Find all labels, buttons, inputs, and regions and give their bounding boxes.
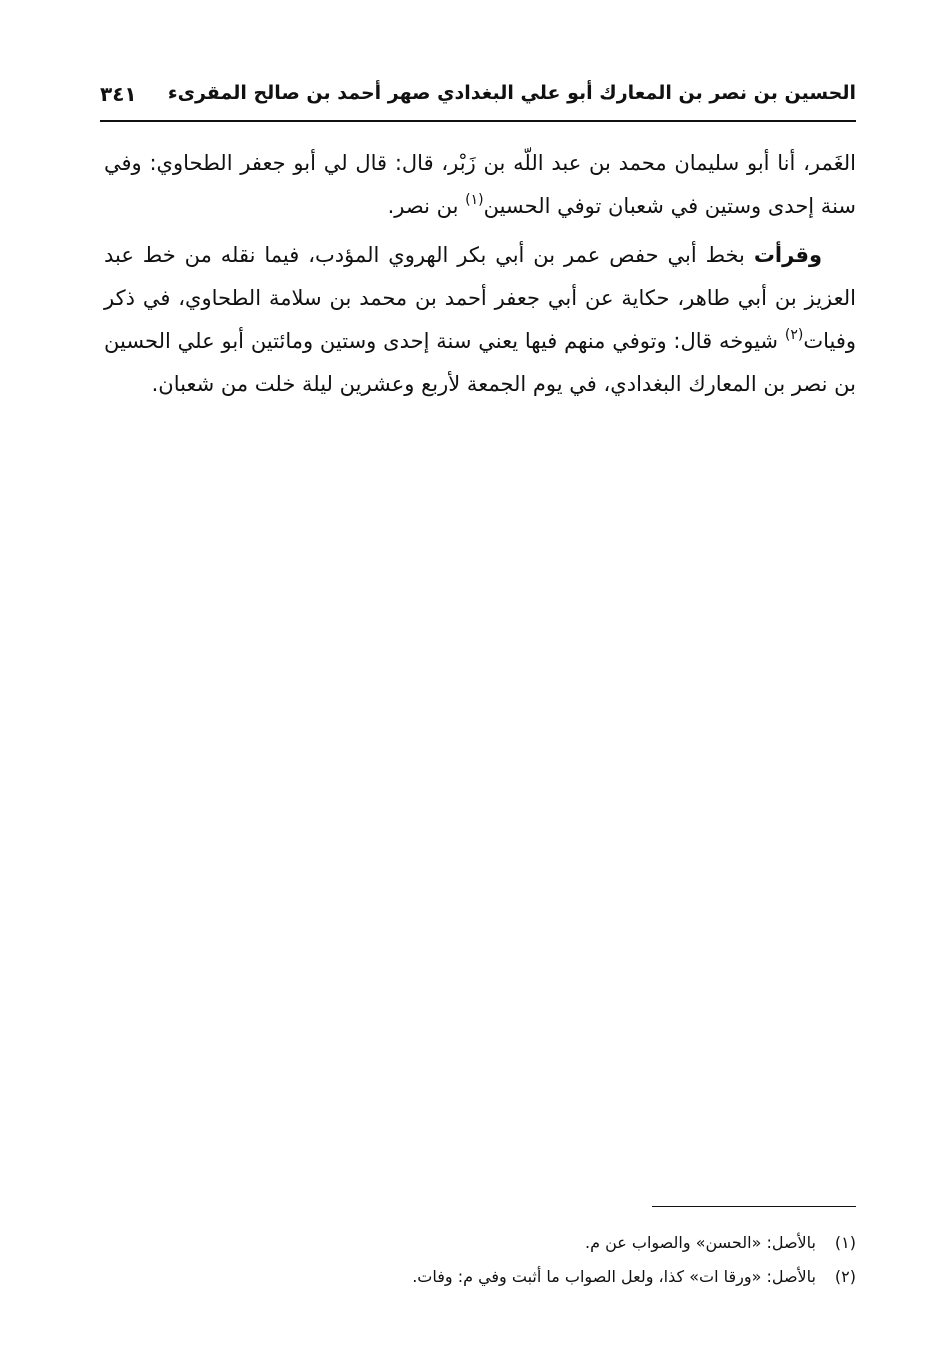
footnote-number: (٢) bbox=[834, 1267, 856, 1286]
paragraph-2 bbox=[104, 234, 856, 406]
paragraph-2-text-a: بخط أبي حفص عمر بن أبي بكر الهروي المؤدب، فيما نقله من خط عبد العزيز بن أبي طاهر، حكاية عن أبي جعفر أحمد بن محمد بن سلامة الطحاوي، في ذكر وفيات bbox=[104, 243, 856, 353]
paragraph-1-text-a: الغَمر، أنا أبو سليمان محمد بن عبد اللّه بن زَبْر، قال: قال لي أبو جعفر الطحاوي: وفي سنة إحدى وستين في شعبان توفي الحسين bbox=[104, 151, 856, 218]
footnote-1 bbox=[300, 1226, 856, 1260]
paragraph-2-lead: وقرأت bbox=[753, 243, 822, 267]
paragraph-1-text-b: بن نصر. bbox=[387, 194, 466, 218]
paragraph-1 bbox=[104, 142, 856, 228]
main-text bbox=[104, 142, 856, 406]
paragraph-2-text-b: شيوخه قال: وتوفي منهم فيها يعني سنة إحدى وستين ومائتين أبو علي الحسين بن نصر بن المعارك البغدادي، في يوم الجمعة لأربع وعشرين ليلة خلت من شعبان. bbox=[104, 329, 856, 396]
running-title: الحسين بن نصر بن المعارك أبو علي البغدادي صهر أحمد بن صالح المقرىء bbox=[167, 82, 856, 104]
page-number: ٣٤١ bbox=[100, 82, 137, 106]
footnote-ref-1: (١) bbox=[465, 192, 484, 208]
footnotes bbox=[300, 1226, 856, 1294]
footnote-number: (١) bbox=[834, 1233, 856, 1252]
footnote-separator bbox=[652, 1206, 856, 1207]
footnote-2 bbox=[300, 1260, 856, 1294]
header-rule bbox=[100, 120, 856, 122]
footnote-text: بالأصل: «الحسن» والصواب عن م. bbox=[585, 1233, 816, 1252]
footnote-text: بالأصل: «ورقا ات» كذا، ولعل الصواب ما أثبت وفي م: وفات. bbox=[412, 1267, 816, 1286]
page-header bbox=[100, 78, 856, 118]
footnote-ref-2: (٢) bbox=[784, 327, 804, 343]
